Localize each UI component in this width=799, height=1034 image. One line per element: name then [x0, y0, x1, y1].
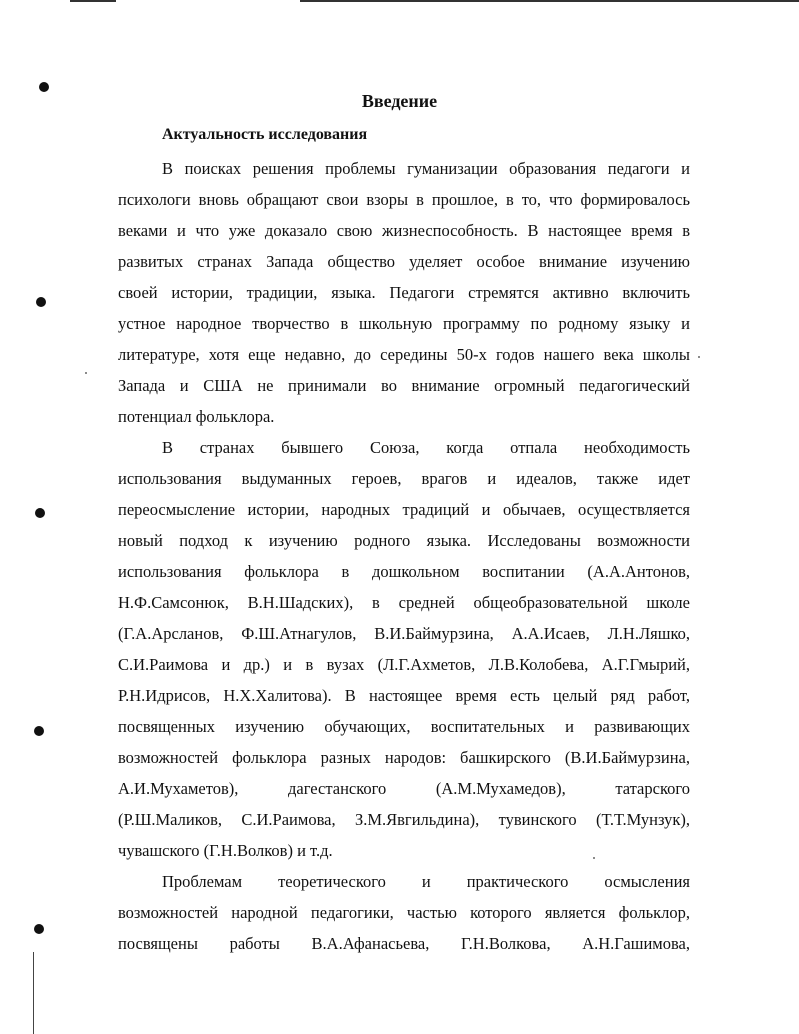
text-line: развитых странах Запада общество уделяет особое внимание изучению [118, 252, 690, 271]
text-line: психологи вновь обращают свои взоры в прошлое, в то, что формировалось [118, 190, 690, 209]
punch-hole-5 [34, 924, 44, 934]
text-line: посвященных изучению обучающих, воспитательных и развивающих [118, 717, 690, 736]
text-line: переосмысление истории, народных традиций и обычаев, осуществляется [118, 500, 690, 519]
section-subtitle: Актуальность исследования [162, 126, 368, 143]
text-line: устное народное творчество в школьную программу по родному языку и [118, 314, 690, 333]
top-rule-right [300, 0, 799, 2]
punch-hole-2 [36, 297, 46, 307]
punch-hole-4 [34, 726, 44, 736]
body-text [118, 153, 690, 959]
text-line: Проблемам теоретического и практического осмысления [162, 872, 690, 891]
text-line: Р.Н.Идрисов, Н.Х.Халитова). В настоящее время есть целый ряд работ, [118, 686, 690, 705]
scan-speck [85, 372, 87, 374]
text-line: возможностей фольклора разных народов: башкирского (В.И.Баймурзина, [118, 748, 690, 767]
text-line: своей истории, традиции, языка. Педагоги стремятся активно включить [118, 283, 690, 302]
text-line: С.И.Раимова и др.) и в вузах (Л.Г.Ахметов, Л.В.Колобева, А.Г.Гмырий, [118, 655, 690, 674]
scan-speck [698, 356, 700, 358]
margin-line [33, 952, 34, 1034]
punch-hole-3 [35, 508, 45, 518]
text-line: А.И.Мухаметов), дагестанского (А.М.Мухамедов), татарского [118, 779, 690, 798]
text-line: новый подход к изучению родного языка. Исследованы возможности [118, 531, 690, 550]
text-line: (Р.Ш.Маликов, С.И.Раимова, З.М.Явгильдина), тувинского (Т.Т.Мунзук), [118, 810, 690, 829]
text-line: возможностей народной педагогики, частью которого является фольклор, [118, 903, 690, 922]
text-line: использования выдуманных героев, врагов и идеалов, также идет [118, 469, 690, 488]
text-line: чувашского (Г.Н.Волков) и т.д. [118, 841, 333, 860]
text-line: потенциал фольклора. [118, 407, 275, 426]
text-line: Запада и США не принимали во внимание огромный педагогический [118, 376, 690, 395]
top-rule-left [70, 0, 116, 2]
text-line: веками и что уже доказало свою жизнеспособность. В настоящее время в [118, 221, 690, 240]
text-line: использования фольклора в дошкольном воспитании (А.А.Антонов, [118, 562, 690, 581]
text-line: Н.Ф.Самсонюк, В.Н.Шадских), в средней общеобразовательной школе [118, 593, 690, 612]
text-line: В поисках решения проблемы гуманизации образования педагоги и [162, 159, 690, 178]
text-line: (Г.А.Арсланов, Ф.Ш.Атнагулов, В.И.Баймурзина, А.А.Исаев, Л.Н.Ляшко, [118, 624, 690, 643]
text-line: посвящены работы В.А.Афанасьева, Г.Н.Волкова, А.Н.Гашимова, [118, 934, 690, 953]
text-line: литературе, хотя еще недавно, до середины 50-х годов нашего века школы [118, 345, 690, 364]
page-title: Введение [361, 91, 438, 111]
text-line: В странах бывшего Союза, когда отпала необходимость [162, 438, 690, 457]
